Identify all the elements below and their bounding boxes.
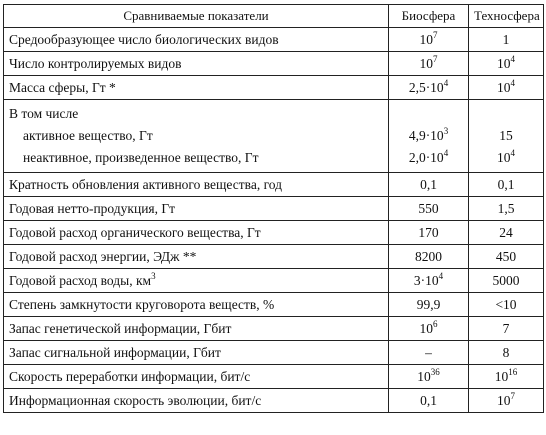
table-row — [4, 389, 544, 413]
technosphere-value: 450 — [469, 245, 544, 269]
group-title: В том числе — [9, 106, 79, 121]
biosphere-technosphere-table — [3, 4, 544, 413]
biosphere-value: $3\cdot 10^4$ — [389, 269, 469, 293]
table-row — [4, 28, 544, 52]
biosphere-group-values — [389, 100, 469, 173]
biosphere-value: $10^6$ — [389, 317, 469, 341]
row-label: Информационная скорость эволюции, бит/с — [4, 389, 389, 413]
biosphere-value: $10^7$ — [389, 28, 469, 52]
biosphere-value: 550 — [389, 197, 469, 221]
technosphere-group-values — [469, 100, 544, 173]
table-row-group — [4, 100, 544, 173]
table-row — [4, 197, 544, 221]
biosphere-value: – — [389, 341, 469, 365]
technosphere-value: <10 — [469, 293, 544, 317]
table-row — [4, 269, 544, 293]
table-row — [4, 341, 544, 365]
table-row — [4, 293, 544, 317]
technosphere-value: $10^4$ — [497, 147, 515, 165]
row-label: Масса сферы, Гт * — [4, 76, 389, 100]
technosphere-value: 8 — [469, 341, 544, 365]
biosphere-value: 99,9 — [389, 293, 469, 317]
header-biosphere: Биосфера — [389, 5, 469, 28]
biosphere-value: $10^{36}$ — [389, 365, 469, 389]
technosphere-value: 24 — [469, 221, 544, 245]
table-row — [4, 221, 544, 245]
row-label: Годовая нетто-продукция, Гт — [4, 197, 389, 221]
technosphere-value: 15 — [499, 128, 513, 143]
row-label: Кратность обновления активного вещества, год — [4, 173, 389, 197]
header-technosphere: Техносфера — [469, 5, 544, 28]
row-label: Годовой расход органического вещества, Гт — [4, 221, 389, 245]
technosphere-value: $10^7$ — [469, 389, 544, 413]
group-item-label: активное вещество, Гт — [23, 128, 153, 143]
header-row — [4, 5, 544, 28]
biosphere-value: $2,5\cdot 10^4$ — [389, 76, 469, 100]
row-label: Запас генетической информации, Гбит — [4, 317, 389, 341]
row-label: Годовой расход энергии, ЭДж ** — [4, 245, 389, 269]
row-label: Средообразующее число биологических видов — [4, 28, 389, 52]
table-row — [4, 317, 544, 341]
biosphere-value: $2,0\cdot 10^4$ — [408, 147, 449, 165]
technosphere-value: $10^4$ — [469, 76, 544, 100]
row-label: Запас сигнальной информации, Гбит — [4, 341, 389, 365]
technosphere-value: 5000 — [469, 269, 544, 293]
row-label: Степень замкнутости круговорота веществ, % — [4, 293, 389, 317]
comparison-table-container — [3, 4, 544, 413]
technosphere-value: 7 — [469, 317, 544, 341]
technosphere-value: 1 — [469, 28, 544, 52]
biosphere-value: 0,1 — [389, 389, 469, 413]
table-row — [4, 52, 544, 76]
biosphere-value: $4,9\cdot 10^3$ — [408, 125, 449, 143]
group-label-cell — [4, 100, 389, 173]
row-label: Скорость переработки информации, бит/с — [4, 365, 389, 389]
row-label: Число контролируемых видов — [4, 52, 389, 76]
table-row — [4, 76, 544, 100]
technosphere-value: $10^4$ — [469, 52, 544, 76]
biosphere-value: 8200 — [389, 245, 469, 269]
technosphere-value: 0,1 — [469, 173, 544, 197]
technosphere-value: 1,5 — [469, 197, 544, 221]
biosphere-value: $10^7$ — [389, 52, 469, 76]
group-item-label: неактивное, произведенное вещество, Гт — [23, 150, 259, 165]
header-indicators: Сравниваемые показатели — [4, 5, 389, 28]
table-row — [4, 365, 544, 389]
table-row — [4, 245, 544, 269]
row-label: Годовой расход воды, $км^3$ — [4, 269, 389, 293]
technosphere-value: $10^{16}$ — [469, 365, 544, 389]
biosphere-value: 0,1 — [389, 173, 469, 197]
biosphere-value: 170 — [389, 221, 469, 245]
table-row — [4, 173, 544, 197]
